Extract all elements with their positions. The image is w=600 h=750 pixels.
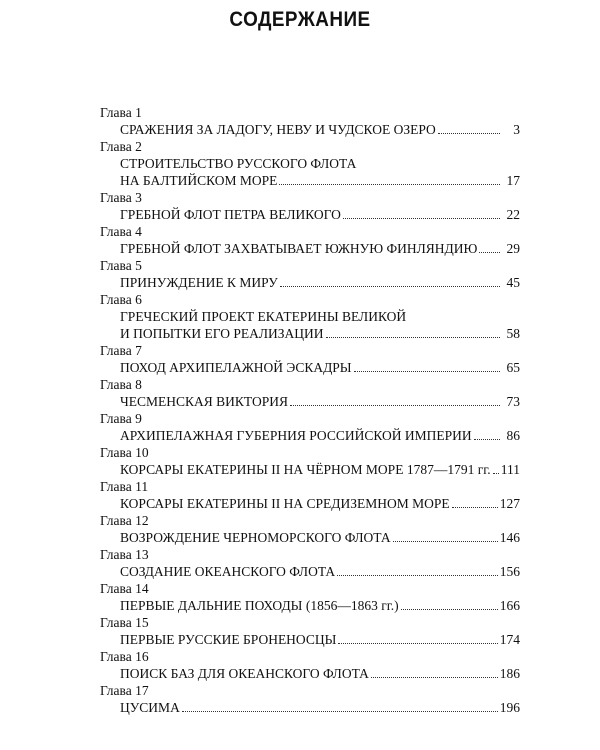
page-title: СОДЕРЖАНИЕ: [229, 8, 371, 31]
chapter-title-row: [120, 495, 520, 512]
toc-entry: [100, 580, 520, 614]
chapter-label: Глава 3: [100, 190, 142, 205]
page-number: 73: [506, 394, 520, 409]
dot-leader: [290, 394, 500, 406]
dot-leader: [479, 241, 500, 253]
dot-leader: [493, 462, 499, 474]
chapter-title: ВОЗРОЖДЕНИЕ ЧЕРНОМОРСКОГО ФЛОТА: [120, 530, 391, 545]
chapter-title: ГРЕБНОЙ ФЛОТ ПЕТРА ВЕЛИКОГО: [120, 207, 341, 222]
chapter-title-row: [120, 240, 520, 257]
chapter-title-line: ГРЕЧЕСКИЙ ПРОЕКТ ЕКАТЕРИНЫ ВЕЛИКОЙ: [120, 309, 407, 324]
chapter-label: Глава 6: [100, 292, 142, 307]
page-number: 186: [499, 666, 520, 681]
chapter-title-row: [120, 172, 520, 189]
toc-entry: [100, 376, 520, 410]
toc-entry: [100, 223, 520, 257]
chapter-title-row: [120, 359, 520, 376]
dot-leader: [371, 666, 498, 678]
chapter-title-row: [120, 121, 520, 138]
chapter-label: Глава 14: [100, 581, 149, 596]
chapter-title-row: [120, 563, 520, 580]
dot-leader: [474, 428, 500, 440]
chapter-title-row: [120, 325, 520, 342]
chapter-label: Глава 16: [100, 649, 149, 664]
chapter-title: И ПОПЫТКИ ЕГО РЕАЛИЗАЦИИ: [120, 326, 324, 341]
toc-entry: [100, 682, 520, 716]
toc-entry: [100, 291, 520, 342]
page-number: 111: [500, 462, 520, 477]
toc-entry: [100, 189, 520, 223]
table-of-contents: [100, 104, 520, 716]
dot-leader: [280, 275, 500, 287]
chapter-title: АРХИПЕЛАЖНАЯ ГУБЕРНИЯ РОССИЙСКОЙ ИМПЕРИИ: [120, 428, 472, 443]
chapter-title: ГРЕБНОЙ ФЛОТ ЗАХВАТЫВАЕТ ЮЖНУЮ ФИНЛЯНДИЮ: [120, 241, 478, 256]
chapter-title: ПОИСК БАЗ ДЛЯ ОКЕАНСКОГО ФЛОТА: [120, 666, 369, 681]
chapter-title: СРАЖЕНИЯ ЗА ЛАДОГУ, НЕВУ И ЧУДСКОЕ ОЗЕРО: [120, 122, 436, 137]
chapter-title-row: [120, 597, 520, 614]
toc-entry: [100, 648, 520, 682]
toc-entry: [100, 342, 520, 376]
chapter-label: Глава 5: [100, 258, 142, 273]
dot-leader: [182, 700, 498, 712]
dot-leader: [401, 598, 498, 610]
chapter-title-row: [120, 427, 520, 444]
page-number: 58: [506, 326, 520, 341]
page-number: 86: [506, 428, 520, 443]
chapter-label: Глава 9: [100, 411, 142, 426]
dot-leader: [338, 632, 497, 644]
chapter-title: ПОХОД АРХИПЕЛАЖНОЙ ЭСКАДРЫ: [120, 360, 352, 375]
toc-entry: [100, 478, 520, 512]
toc-entry: [100, 410, 520, 444]
chapter-title: ПЕРВЫЕ ДАЛЬНИЕ ПОХОДЫ (1856—1863 гг.): [120, 598, 399, 613]
chapter-title: ЦУСИМА: [120, 700, 180, 715]
dot-leader: [279, 173, 500, 185]
chapter-label: Глава 13: [100, 547, 149, 562]
chapter-label: Глава 1: [100, 105, 142, 120]
chapter-label: Глава 15: [100, 615, 149, 630]
chapter-label: Глава 10: [100, 445, 149, 460]
page-number: 196: [499, 700, 520, 715]
toc-entry: [100, 614, 520, 648]
toc-entry: [100, 138, 520, 189]
toc-entry: [100, 444, 520, 478]
chapter-label: Глава 7: [100, 343, 142, 358]
page-number: 65: [506, 360, 520, 375]
dot-leader: [438, 122, 500, 134]
dot-leader: [452, 496, 498, 508]
page-number: 174: [499, 632, 520, 647]
toc-entry: [100, 104, 520, 138]
chapter-title-row: [120, 529, 520, 546]
chapter-label: Глава 11: [100, 479, 149, 494]
chapter-title-row: [120, 665, 520, 682]
chapter-title-row: [120, 206, 520, 223]
chapter-title-row: [120, 393, 520, 410]
toc-entry: [100, 512, 520, 546]
dot-leader: [343, 207, 500, 219]
chapter-title: ЧЕСМЕНСКАЯ ВИКТОРИЯ: [120, 394, 288, 409]
chapter-title: ПРИНУЖДЕНИЕ К МИРУ: [120, 275, 278, 290]
chapter-title-row: [120, 699, 520, 716]
page-number: 17: [506, 173, 520, 188]
page-number: 146: [499, 530, 520, 545]
chapter-title: КОРСАРЫ ЕКАТЕРИНЫ II НА СРЕДИЗЕМНОМ МОРЕ: [120, 496, 450, 511]
chapter-label: Глава 2: [100, 139, 142, 154]
chapter-label: Глава 4: [100, 224, 142, 239]
chapter-title-row: [120, 274, 520, 291]
chapter-title-row: [120, 631, 520, 648]
chapter-title: ПЕРВЫЕ РУССКИЕ БРОНЕНОСЦЫ: [120, 632, 337, 647]
chapter-label: Глава 12: [100, 513, 149, 528]
chapter-title-line: СТРОИТЕЛЬСТВО РУССКОГО ФЛОТА: [120, 156, 357, 171]
chapter-label: Глава 8: [100, 377, 142, 392]
toc-entry: [100, 257, 520, 291]
chapter-title: КОРСАРЫ ЕКАТЕРИНЫ II НА ЧЁРНОМ МОРЕ 1787—1791 гг.: [120, 462, 491, 477]
page-number: 127: [499, 496, 520, 511]
page-number: 3: [513, 122, 520, 137]
dot-leader: [326, 326, 500, 338]
page-number: 156: [499, 564, 520, 579]
dot-leader: [354, 360, 500, 372]
dot-leader: [393, 530, 498, 542]
toc-entry: [100, 546, 520, 580]
chapter-title: СОЗДАНИЕ ОКЕАНСКОГО ФЛОТА: [120, 564, 336, 579]
page-number: 22: [506, 207, 520, 222]
page-number: 45: [506, 275, 520, 290]
chapter-label: Глава 17: [100, 683, 149, 698]
dot-leader: [337, 564, 498, 576]
page-number: 166: [499, 598, 520, 613]
chapter-title-row: [120, 461, 520, 478]
chapter-title: НА БАЛТИЙСКОМ МОРЕ: [120, 173, 278, 188]
page-number: 29: [506, 241, 520, 256]
